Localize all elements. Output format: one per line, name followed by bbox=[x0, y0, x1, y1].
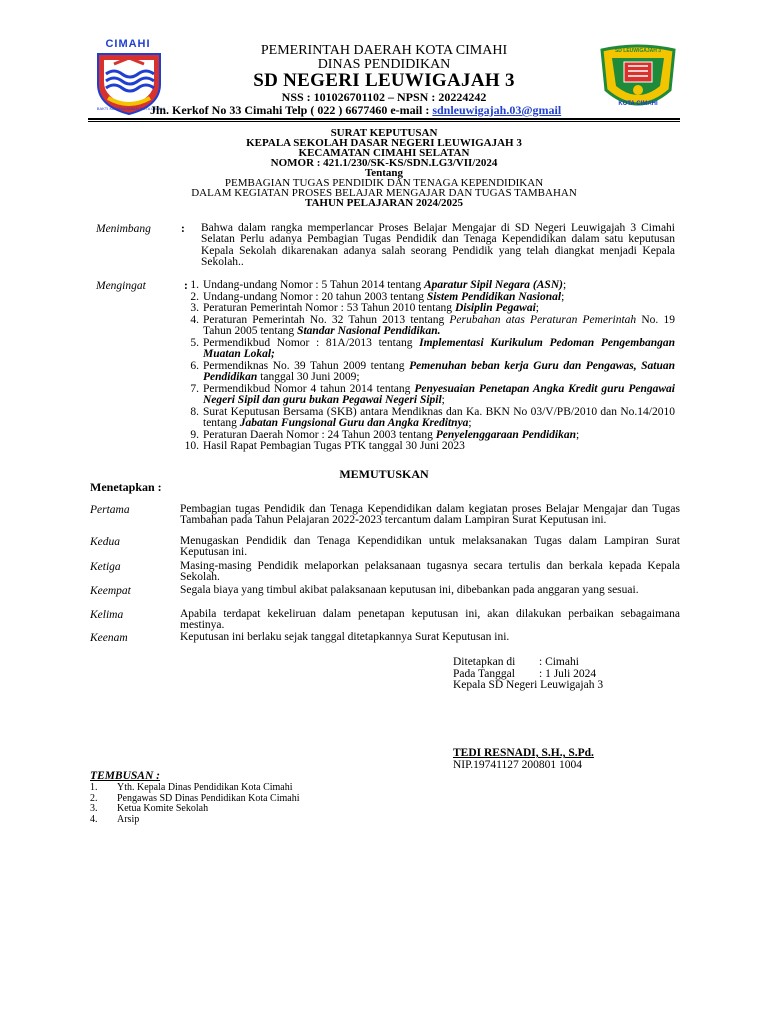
keputusan-text: Apabila terdapat kekeliruan dalam penetapan keputusan ini, akan dilakukan perbaikan sebagaimana mestinya. bbox=[180, 608, 680, 631]
keputusan-label: Keempat bbox=[90, 585, 131, 597]
keputusan-label: Keenam bbox=[90, 632, 128, 644]
school-address bbox=[150, 103, 561, 118]
decree-title bbox=[88, 128, 680, 208]
mengingat-item-number: 1. bbox=[190, 279, 199, 291]
mengingat-item-title: Disiplin Pegawai bbox=[454, 302, 536, 314]
mengingat-colon: : bbox=[184, 280, 188, 292]
mengingat-item bbox=[181, 315, 675, 338]
keputusan-label: Ketiga bbox=[90, 561, 121, 573]
government-name: PEMERINTAH DAERAH KOTA CIMAHI bbox=[260, 43, 508, 58]
keputusan-text: Segala biaya yang timbul akibat palaksanaan keputusan ini, dibebankan pada anggaran yang sesuai. bbox=[180, 584, 639, 596]
signature-block bbox=[453, 657, 683, 692]
tembusan-item-text: Ketua Komite Sekolah bbox=[117, 803, 209, 814]
mengingat-item-suffix: ; bbox=[576, 428, 580, 441]
keputusan-label: Kelima bbox=[90, 609, 124, 621]
address-text: Jln. Kerkof No 33 Cimahi Telp ( 022 ) 6677460 e-mail : bbox=[150, 103, 433, 117]
mengingat-item bbox=[181, 384, 675, 407]
mengingat-item-text: Permendikbud Nomor 4 tahun 2014 tentang bbox=[203, 382, 415, 395]
title-line-1: SURAT KEPUTUSAN bbox=[330, 127, 438, 139]
letterhead-divider-thin bbox=[88, 121, 680, 122]
mengingat-item-number: 3. bbox=[190, 302, 199, 314]
mengingat-item-title: Penyesuaian Penetapan Angka Kredit guru Pengawai Negeri Sipil dan guru bukan Pegawai Negeri Sipil bbox=[203, 382, 675, 406]
menetapkan-label: Menetapkan : bbox=[90, 480, 162, 494]
tembusan-title: TEMBUSAN : bbox=[90, 770, 160, 782]
memutuskan-heading: MEMUTUSKAN bbox=[339, 467, 429, 481]
mengingat-list bbox=[181, 280, 675, 453]
mengingat-item bbox=[181, 441, 675, 453]
tembusan-item-number: 1. bbox=[90, 782, 98, 793]
mengingat-item-number: 6. bbox=[190, 359, 199, 372]
mengingat-label: Mengingat bbox=[96, 280, 146, 292]
mengingat-item-title: Standar Nasional Pendidikan. bbox=[297, 325, 441, 337]
letterhead-divider bbox=[88, 118, 680, 120]
school-logo-top-text: SD LEUWIGAJAH 3 bbox=[614, 48, 662, 54]
mengingat-item-title: Aparatur Sipil Negara (ASN) bbox=[423, 279, 563, 291]
tanggal-label: Pada Tanggal bbox=[453, 667, 515, 680]
mengingat-item-title: Penyelenggaraan Pendidikan bbox=[435, 428, 577, 441]
tanggal-value: : 1 Juli 2024 bbox=[539, 667, 597, 680]
cimahi-logo-text: CIMAHI bbox=[105, 38, 151, 50]
tembusan-item-number: 4. bbox=[90, 813, 98, 825]
mengingat-item-italic: Perubahan atas Peraturan Pemerintah bbox=[449, 313, 637, 326]
email-link[interactable]: sdnleuwigajah.03@gmail bbox=[432, 103, 562, 117]
keputusan-text: Masing-masing Pendidik melaporkan pelaksanaan tugasnya secara tertulis dan berkala kepada Kepala Sekolah. bbox=[180, 560, 680, 583]
mengingat-item-title: Jabatan Fungsional Guru dan Angka Kreditnya bbox=[239, 417, 469, 429]
mengingat-item bbox=[181, 338, 675, 361]
tembusan-item-number: 3. bbox=[90, 803, 98, 814]
signer-nip: NIP.19741127 200801 1004 bbox=[453, 759, 582, 771]
mengingat-item-text: Peraturan Pemerintah No. 32 Tahun 2013 tentang bbox=[203, 313, 450, 326]
title-line-4: NOMOR : 421.1/230/SK-KS/SDN.LG3/VII/2024 bbox=[270, 157, 498, 169]
menimbang-text: Bahwa dalam rangka memperlancar Proses Belajar Mengajar di SD Negeri Leuwigajah 3 Cimahi Selatan Perlu adanya Pembagian Tugas Pendidik dan Tenaga Kependidikan dalam satu keputusan Kepala Sekolah dikarenakan adanya salah seorang Pendidik yang telah diangkat menjadi Kepala Sekolah.. bbox=[201, 222, 675, 269]
mengingat-item-suffix: ; bbox=[562, 279, 567, 291]
title-line-6: PEMBAGIAN TUGAS PENDIDIK DAN TENAGA KEPENDIDIKAN bbox=[224, 177, 544, 189]
keputusan-text: Pembagian tugas Pendidik dan Tenaga Kependidikan dalam kegiatan proses Belajar Mengajar dan Tugas Tambahan pada Tahun Pelajaran 2022-2023 tercantum dalam Lampiran Surat Keputusan ini. bbox=[180, 503, 680, 526]
mengingat-item-number: 5. bbox=[190, 336, 199, 349]
keputusan-label: Pertama bbox=[90, 504, 130, 516]
mengingat-item-title: Pemenuhan beban kerja Guru dan Pengawas, Satuan Pendidikan bbox=[203, 359, 675, 383]
tembusan-item-text: Yth. Kepala Dinas Pendidikan Kota Cimahi bbox=[117, 782, 293, 793]
tembusan-item bbox=[90, 804, 490, 815]
mengingat-item-number: 9. bbox=[190, 428, 199, 441]
mengingat-item-text: Surat Keputusan Bersama (SKB) antara Mendiknas dan Ka. BKN No 03/V/PB/2010 dan No.14/2010 tentang bbox=[203, 405, 675, 429]
ditetapkan-value: : Cimahi bbox=[539, 656, 579, 668]
mengingat-item-number: 7. bbox=[190, 382, 199, 395]
menimbang-label: Menimbang bbox=[96, 223, 151, 235]
school-nss-npsn: NSS : 101026701102 – NPSN : 20224242 bbox=[281, 90, 487, 104]
ditetapkan-label: Ditetapkan di bbox=[453, 656, 516, 668]
title-line-3: KECAMATAN CIMAHI SELATAN bbox=[298, 147, 470, 159]
mengingat-item bbox=[181, 361, 675, 384]
title-line-7: DALAM KEGIATAN PROSES BELAJAR MENGAJAR DAN TUGAS TAMBAHAN bbox=[191, 187, 577, 199]
agency-name: DINAS PENDIDIKAN bbox=[317, 57, 451, 72]
mengingat-item-text: Undang-undang Nomor : 20 tahun 2003 tentang bbox=[203, 290, 427, 303]
mengingat-item-text: Peraturan Pemerintah Nomor : 53 Tahun 2010 tentang bbox=[203, 302, 455, 314]
mengingat-item-number: 8. bbox=[190, 405, 199, 418]
tembusan-item-text: Arsip bbox=[117, 813, 140, 825]
school-logo-bottom-text: KOTA CIMAHI bbox=[618, 101, 658, 107]
title-line-8: TAHUN PELAJARAN 2024/2025 bbox=[304, 197, 464, 209]
mengingat-item-number: 4. bbox=[190, 313, 199, 326]
tembusan-list bbox=[90, 783, 490, 825]
school-name: SD NEGERI LEUWIGAJAH 3 bbox=[253, 70, 515, 91]
title-line-5: Tentang bbox=[364, 167, 404, 179]
mengingat-item-number: 10. bbox=[184, 440, 199, 452]
keputusan-text: Keputusan ini berlaku sejak tanggal ditetapkannya Surat Keputusan ini. bbox=[180, 631, 510, 643]
mengingat-item bbox=[181, 407, 675, 430]
tembusan-item-text: Pengawas SD Dinas Pendidikan Kota Cimahi bbox=[117, 792, 300, 804]
mengingat-item-text: Hasil Rapat Pembagian Tugas PTK tanggal 30 Juni 2023 bbox=[203, 440, 465, 452]
cimahi-logo-motto: BAKTI KEMANUSIAAN KOTA CIMAHI bbox=[96, 106, 166, 111]
mengingat-item-suffix: ; bbox=[468, 417, 472, 429]
signer-name: TEDI RESNADI, S.H., S.Pd. bbox=[453, 747, 594, 759]
tembusan-item bbox=[90, 815, 490, 826]
mengingat-item-text: Peraturan Daerah Nomor : 24 Tahun 2003 tentang bbox=[203, 428, 436, 441]
keputusan-label: Kedua bbox=[90, 536, 121, 548]
mengingat-item-title: Implementasi Kurikulum Pedoman Pengembangan Muatan Lokal; bbox=[203, 336, 675, 360]
title-line-2: KEPALA SEKOLAH DASAR NEGERI LEUWIGAJAH 3 bbox=[246, 137, 522, 149]
mengingat-item-title: Sistem Pendidikan Nasional bbox=[426, 290, 562, 303]
mengingat-item-text: Undang-undang Nomor : 5 Tahun 2014 tentang bbox=[203, 279, 424, 291]
mengingat-item-text: Permendiknas No. 39 Tahun 2009 tentang bbox=[203, 359, 410, 372]
keputusan-text: Menugaskan Pendidik dan Tenaga Kependidikan untuk melaksanakan Tugas dalam Lampiran Surat Keputusan ini. bbox=[180, 535, 680, 558]
jabatan-kepala: Kepala SD Negeri Leuwigajah 3 bbox=[453, 679, 604, 691]
mengingat-item-text: Permendikbud Nomor : 81A/2013 tentang bbox=[203, 336, 420, 349]
mengingat-item-suffix: tanggal 30 Juni 2009; bbox=[257, 371, 360, 383]
menimbang-colon: : bbox=[181, 223, 185, 235]
mengingat-item-suffix: ; bbox=[441, 394, 445, 406]
mengingat-item-mid: No. 19 Tahun 2005 tentang bbox=[203, 313, 675, 337]
tembusan-item-number: 2. bbox=[90, 792, 98, 804]
mengingat-item-number: 2. bbox=[190, 290, 199, 303]
mengingat-item-suffix: ; bbox=[561, 290, 565, 303]
mengingat-item-suffix: ; bbox=[535, 302, 539, 314]
